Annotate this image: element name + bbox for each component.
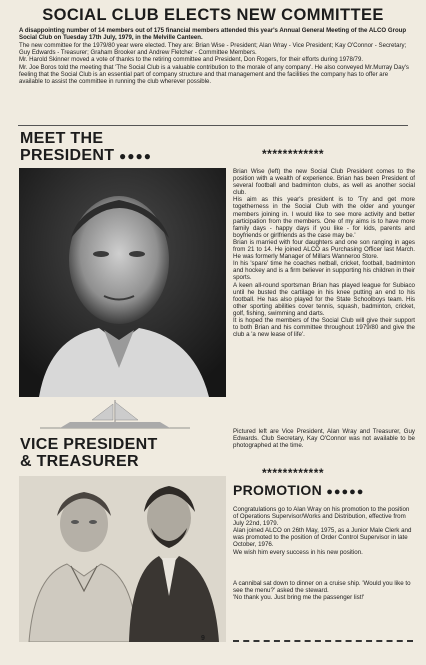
president-paragraph: Brian is married with four daughters and one son ranging in ages from 21 to 14. He joined ALCO as Purchasing Officer last March. He was formerly Manager of Millars Wanneroo Store.: [233, 238, 415, 261]
president-paragraph: His aim as this year's president is to 'Try and get more togetherness in the Social Club with the older and younger members joining in. I would like to see more activity and better participation from the members. One of my aims is to have more family days - happy days if you like - for kids, parents and boyfriends or girlfriends as the case may be.': [233, 196, 415, 239]
article-paragraph: Mr. Harold Skinner moved a vote of thanks to the retiring committee and President, Don Rogers, for their efforts during 1978/79.: [19, 56, 364, 64]
promotion-heading-text: PROMOTION: [233, 482, 323, 498]
vice-stars: ************: [262, 466, 325, 480]
vice-caption-text: Pictured left are Vice President, Alan Wray and Treasurer, Guy Edwards. Club Secretary, Kay O'Connor was not available to be photographed at the time.: [233, 428, 415, 450]
vice-treasurer-image: [19, 476, 226, 642]
president-portrait-image: [19, 168, 226, 397]
article-body: [19, 42, 411, 85]
president-paragraph: Brian Wise (left) the new Social Club President comes to the position with a wealth of experience. Brian has been President of several football and badminton clubs, as well as another social club.: [233, 168, 415, 197]
section-divider: [18, 125, 408, 126]
president-article: [233, 168, 415, 338]
president-paragraph: It is hoped the members of the Social Club will give their support to both Brian and his committee throughout 1979/80 and give the club a 'a new lease of life'.: [233, 316, 415, 339]
bottom-dashed-rule: [233, 640, 413, 642]
president-heading-line1: MEET THE: [20, 130, 104, 147]
president-heading: [20, 130, 152, 165]
promotion-heading: [233, 482, 364, 498]
president-photo: [19, 168, 226, 397]
promotion-paragraph: Alan joined ALCO on 26th May, 1975, as a Junior Male Clerk and was promoted to the position of Order Control Supervisor in late October, 1976.: [233, 527, 412, 549]
vice-heading-line2: & TREASURER: [20, 453, 139, 470]
joke-paragraph: A cannibal sat down to dinner on a cruise ship. 'Would you like to see the menu?' asked the steward.: [233, 580, 411, 595]
vice-heading-line1: VICE PRESIDENT: [20, 436, 158, 453]
promotion-paragraph: Congratulations go to Alan Wray on his promotion to the position of Operations Supervisor/Works and Distribution, effective from July 22nd, 1979.: [233, 506, 410, 528]
article-headline: SOCIAL CLUB ELECTS NEW COMMITTEE: [42, 6, 384, 24]
joke-paragraph: 'No thank you. Just bring me the passenger list!': [233, 594, 365, 602]
cannibal-joke: [233, 580, 415, 601]
president-paragraph: A keen all-round sportsman Brian has played league for Subiaco until he busted the cartilage in his knee putting an end to his football. He has also played for the State Schoolboys team. His other sporting abilities cover tennis, squash, badminton, cricket, golf, fishing, swimming and darts.: [233, 281, 415, 317]
promotion-article: [233, 506, 415, 556]
promotion-paragraph: We wish him every success in his new position.: [233, 548, 363, 556]
article-intro-bold: A disappointing number of 14 members out of 175 financial members attended this year's Annual General Meeting of the ALCO Group Social Club on Tuesday 17th July, 1979, in the Melville Canteen.: [19, 27, 407, 42]
page-number: 9: [201, 635, 205, 642]
vice-heading: [20, 436, 158, 470]
article-paragraph: The new committee for the 1979/80 year were elected. They are: Brian Wise - President; Alan Wray - Vice President; Kay O'Connor - Secretary; Guy Edwards - Treasurer; Graham Brooker and Andrew Fletcher - Committee Members.: [19, 42, 407, 57]
vice-treasurer-photo: [19, 476, 226, 642]
ship-illustration: [20, 398, 226, 434]
president-heading-dots: ●●●●: [119, 149, 153, 163]
president-heading-line2: PRESIDENT: [20, 147, 115, 164]
president-paragraph: In his 'spare' time he coaches netball, cricket, football, badminton and hockey and is a firm believer in supporting his children in their sports.: [233, 260, 415, 282]
vice-caption: [233, 428, 415, 449]
president-stars: ************: [262, 147, 325, 161]
promotion-heading-dots: ●●●●●: [326, 486, 365, 498]
article-paragraph: Mr. Joe Boros told the meeting that 'The Social Club is a valuable contribution to the morale of any company'. He also conveyed Mr.Murray Day's feeling that the Social Club is an essential part of company structure and that management and the facilities the company has to offer are available to assist the committee in running the club wherever possible.: [19, 63, 409, 86]
